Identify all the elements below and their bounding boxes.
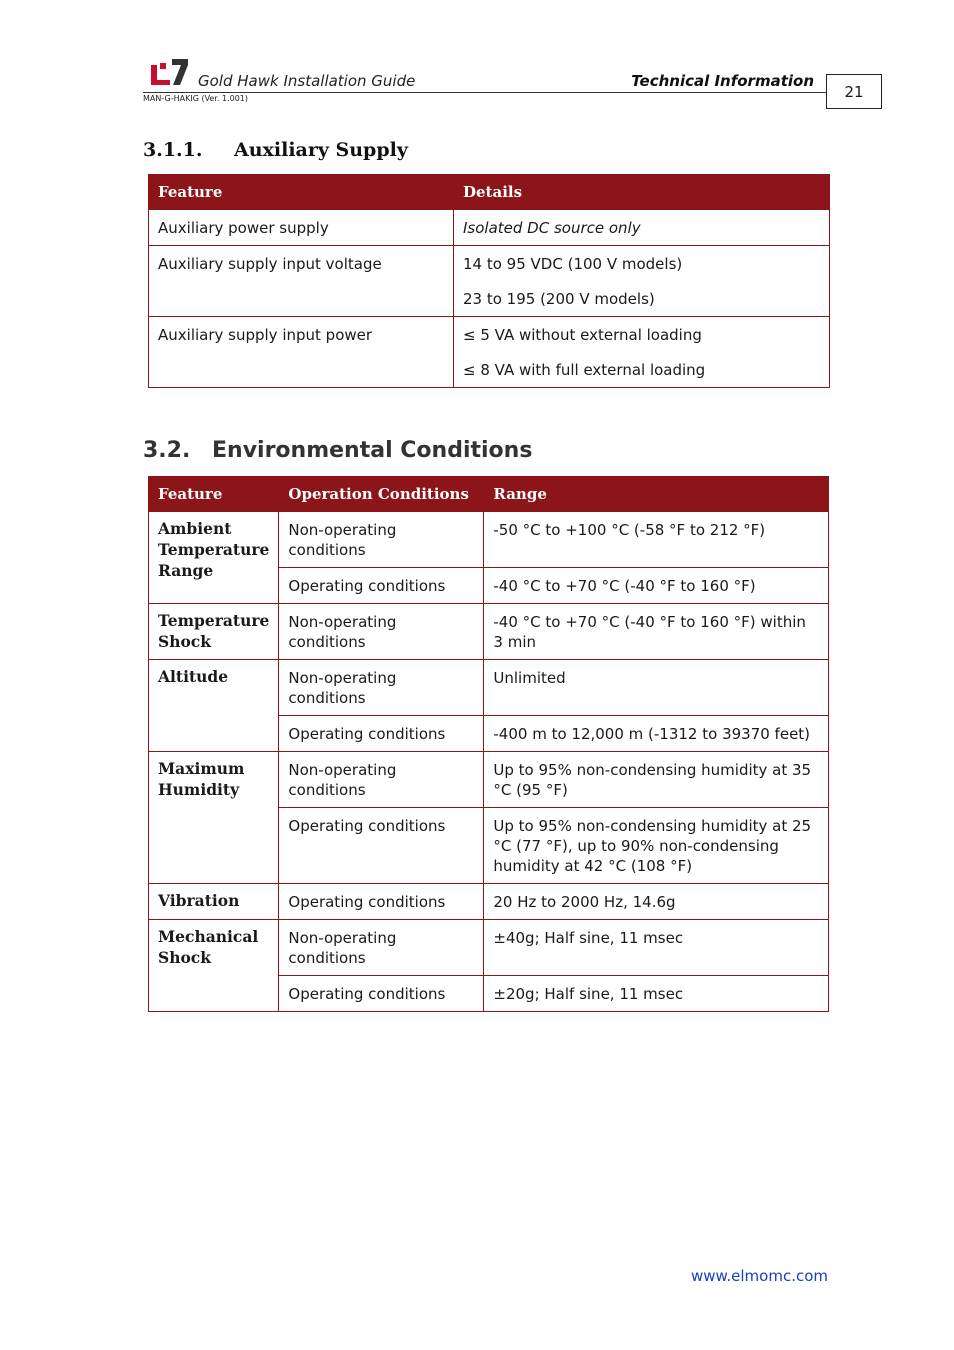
details-line: ≤ 5 VA without external loading	[463, 326, 702, 344]
page-number: 21	[826, 74, 882, 109]
table-row	[149, 317, 830, 388]
feature-cell: Ambient Temperature Range	[149, 512, 279, 604]
table-row	[149, 752, 829, 808]
website-link[interactable]: www.elmomc.com	[690, 1267, 828, 1285]
range-cell: -40 °C to +70 °C (-40 °F to 160 °F)	[484, 568, 829, 604]
condition-cell: Non-operating conditions	[279, 660, 484, 716]
table-row	[149, 210, 830, 246]
doc-title: Gold Hawk Installation Guide	[198, 72, 416, 90]
range-cell: Up to 95% non-condensing humidity at 35 °C (95 °F)	[484, 752, 829, 808]
section-title: Technical Information	[631, 72, 814, 90]
condition-cell: Non-operating conditions	[279, 920, 484, 976]
table-row	[149, 604, 829, 660]
table-row	[149, 246, 830, 317]
range-cell: Up to 95% non-condensing humidity at 25 °C (77 °F), up to 90% non-condensing humidity at 42 °C (108 °F)	[484, 808, 829, 884]
feature-cell: Auxiliary supply input voltage	[149, 246, 454, 317]
range-cell: -50 °C to +100 °C (-58 °F to 212 °F)	[484, 512, 829, 568]
header-divider	[143, 92, 826, 93]
aux-heading-text: Auxiliary Supply	[234, 139, 408, 161]
feature-cell: Altitude	[149, 660, 279, 752]
condition-cell: Non-operating conditions	[279, 752, 484, 808]
col-header-details: Details	[454, 175, 830, 210]
details-cell	[454, 317, 830, 388]
env-heading	[143, 438, 532, 463]
col-header-range: Range	[484, 477, 829, 512]
condition-cell: Operating conditions	[279, 568, 484, 604]
env-heading-number: 3.2.	[143, 438, 191, 463]
details-cell: Isolated DC source only	[454, 210, 830, 246]
doc-version: MAN-G-HAKIG (Ver. 1.001)	[143, 94, 249, 103]
elmo-logo-icon	[148, 57, 190, 89]
aux-heading-number: 3.1.1.	[143, 139, 203, 161]
range-cell: 20 Hz to 2000 Hz, 14.6g	[484, 884, 829, 920]
table-row	[149, 660, 829, 716]
feature-cell: Vibration	[149, 884, 279, 920]
col-header-feature: Feature	[149, 175, 454, 210]
aux-heading	[143, 139, 408, 161]
feature-cell: Mechanical Shock	[149, 920, 279, 1012]
feature-cell: Maximum Humidity	[149, 752, 279, 884]
condition-cell: Operating conditions	[279, 976, 484, 1012]
range-cell: Unlimited	[484, 660, 829, 716]
table-header-row	[149, 175, 830, 210]
environmental-table	[148, 476, 829, 1012]
table-header-row	[149, 477, 829, 512]
col-header-feature: Feature	[149, 477, 279, 512]
table-row	[149, 512, 829, 568]
condition-cell: Operating conditions	[279, 884, 484, 920]
table-row	[149, 920, 829, 976]
details-line: ≤ 8 VA with full external loading	[463, 361, 706, 379]
col-header-conditions: Operation Conditions	[279, 477, 484, 512]
aux-supply-table	[148, 174, 830, 388]
condition-cell: Operating conditions	[279, 808, 484, 884]
feature-cell: Auxiliary supply input power	[149, 317, 454, 388]
feature-cell: Temperature Shock	[149, 604, 279, 660]
details-line: 14 to 95 VDC (100 V models)	[463, 255, 683, 273]
details-cell	[454, 246, 830, 317]
range-cell: ±20g; Half sine, 11 msec	[484, 976, 829, 1012]
feature-cell: Auxiliary power supply	[149, 210, 454, 246]
table-row	[149, 884, 829, 920]
env-heading-text: Environmental Conditions	[212, 438, 533, 463]
condition-cell: Non-operating conditions	[279, 512, 484, 568]
range-cell: ±40g; Half sine, 11 msec	[484, 920, 829, 976]
range-cell: -400 m to 12,000 m (-1312 to 39370 feet)	[484, 716, 829, 752]
details-line: 23 to 195 (200 V models)	[463, 290, 655, 308]
range-cell: -40 °C to +70 °C (-40 °F to 160 °F) within 3 min	[484, 604, 829, 660]
condition-cell: Operating conditions	[279, 716, 484, 752]
condition-cell: Non-operating conditions	[279, 604, 484, 660]
